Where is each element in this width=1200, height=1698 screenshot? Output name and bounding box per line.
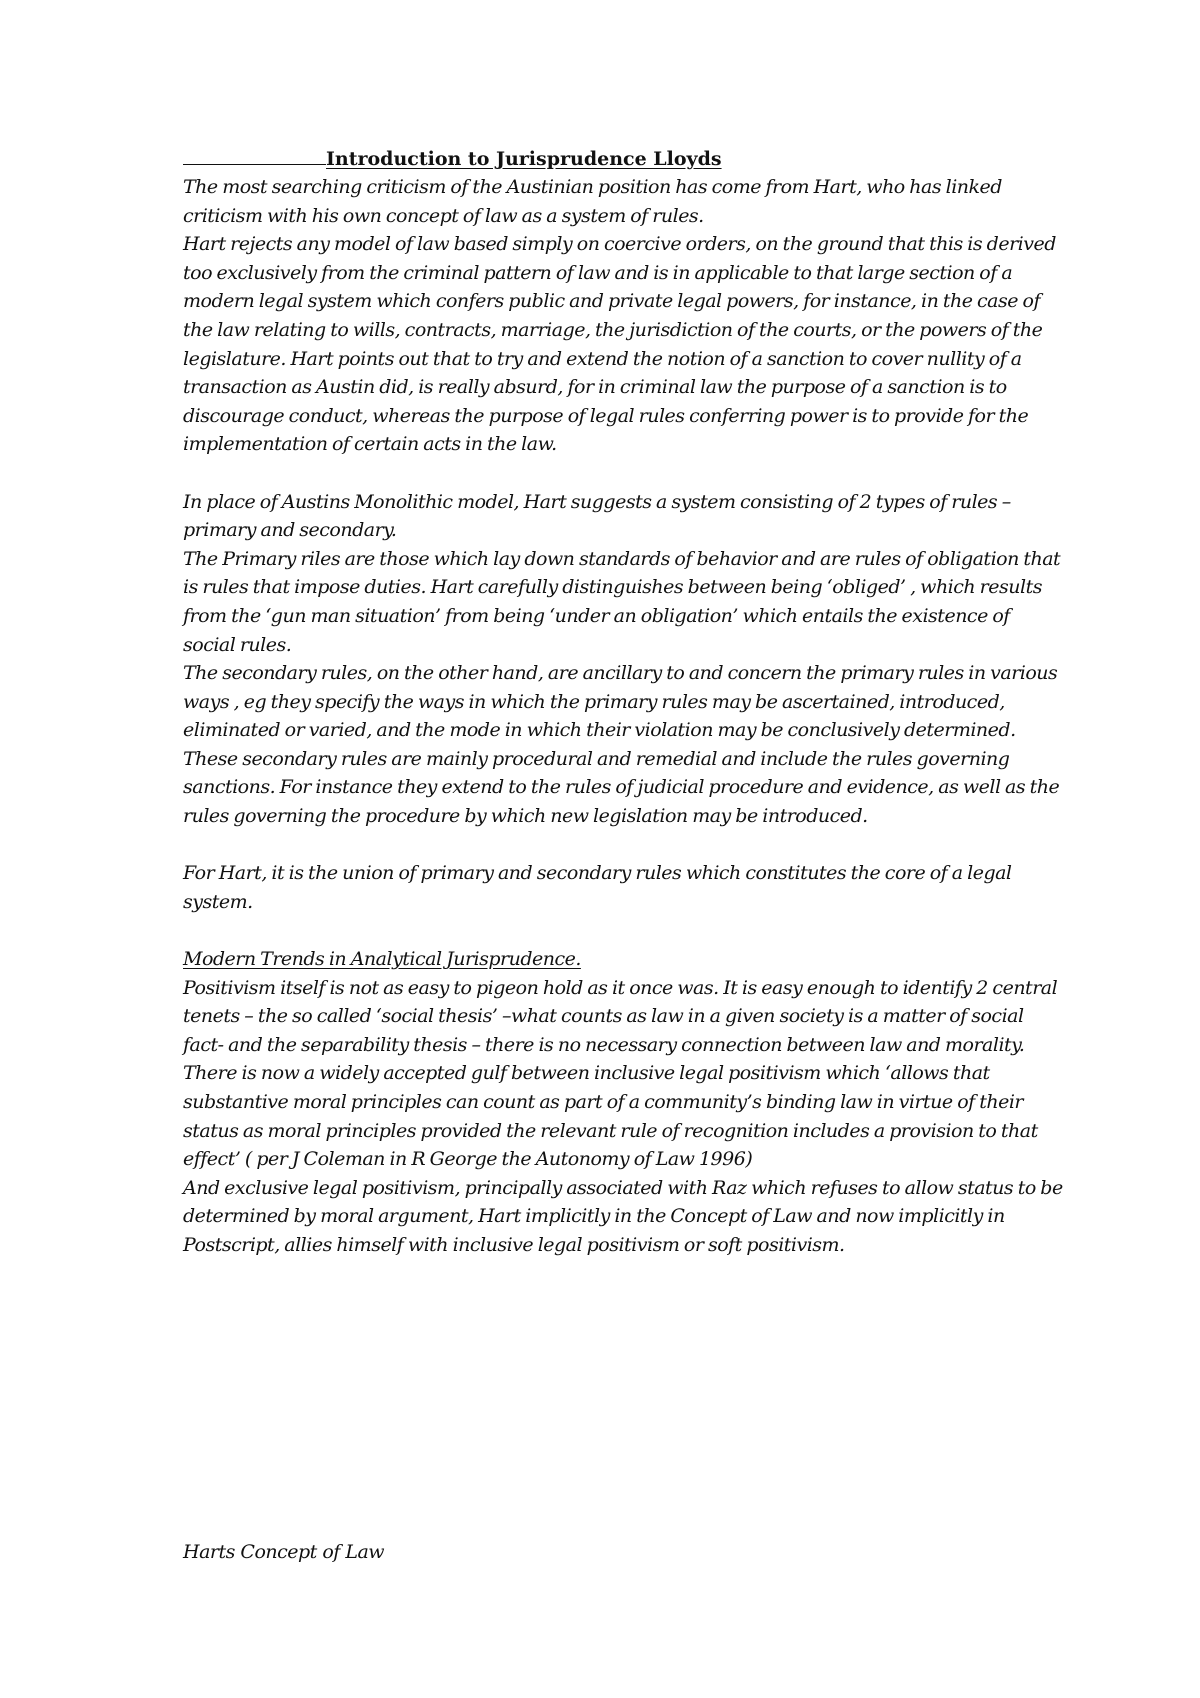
paragraph: The secondary rules, on the other hand, are ancillary to and concern the primary rules in various ways , eg they specify the ways in which the primary rules may be ascertained, introduced, eliminated or varied, and the mode in which their violation may be conclusively determined. These secondary rules are mainly procedural and remedial and include the rules governing sanctions. For instance they extend to the rules of judicial procedure and evidence, as well as the rules governing the procedure by which new legislation may be introduced. xyxy=(183,662,1060,828)
paragraph: And exclusive legal positivism, principally associated with Raz which refuses to allow status to be determined by moral argument, Hart implicitly in the Concept of Law and now implicitly in Postscript, allies himself with inclusive legal positivism or soft positivism. xyxy=(183,1176,1063,1256)
section-block xyxy=(183,945,1063,1260)
paragraph: Hart rejects any model of law based simply on coercive orders, on the ground that this is derived too exclusively from the criminal pattern of law and is in applicable to that large section of a modern legal system which confers public and private legal powers, for instance, in the case of the law relating to wills, contracts, marriage, the jurisdiction of the courts, or the powers of the legislature. Hart points out that to try and extend the notion of a sanction to cover nullity of a transaction as Austin did, is really absurd, for in criminal law the purpose of a sanction is to discourage conduct, whereas the purpose of legal rules conferring power is to provide for the implementation of certain acts in the law. xyxy=(183,233,1056,456)
footer-heading: Harts Concept of Law xyxy=(183,1541,385,1563)
paragraph-block-2 xyxy=(183,488,1063,831)
paragraph-gap xyxy=(183,459,1063,488)
paragraph: The Primary riles are those which lay down standards of behavior and are rules of obligation that is rules that impose duties. Hart carefully distinguishes between being ‘obliged’ , which results from the ‘gun man situation’ from being ‘under an obligation’ which entails the existence of social rules. xyxy=(183,547,1061,656)
paragraph: For Hart, it is the union of primary and secondary rules which constitutes the core of a legal system. xyxy=(183,862,1012,913)
paragraph: Positivism itself is not as easy to pigeon hold as it once was. It is easy enough to identify 2 central tenets – the so called ‘social thesis’ –what counts as law in a given society is a matter of social fact- and the separability thesis – there is no necessary connection between law and morality. There is now a widely accepted gulf between inclusive legal positivism which ‘allows that substantive moral principles can count as part of a community’s binding law in virtue of their status as moral principles provided the relevant rule of recognition includes a provision to that effect’ ( per J Coleman in R George the Autonomy of Law 1996) xyxy=(183,976,1058,1171)
section-heading: Modern Trends in Analytical Jurisprudence. xyxy=(183,948,581,971)
title-leading-rule xyxy=(183,145,326,165)
paragraph-block-3 xyxy=(183,859,1063,916)
paragraph: The most searching criticism of the Austinian position has come from Hart, who has linked criticism with his own concept of law as a system of rules. xyxy=(183,176,1002,227)
paragraph: In place of Austins Monolithic model, Hart suggests a system consisting of 2 types of rules – primary and secondary. xyxy=(183,490,1011,542)
title-line xyxy=(183,145,1063,173)
paragraph-block-1 xyxy=(183,173,1063,459)
paragraph-gap xyxy=(183,831,1063,860)
paragraph-gap xyxy=(183,916,1063,945)
document-body xyxy=(183,145,1063,1260)
document-title: Introduction to Jurisprudence Lloyds xyxy=(326,148,722,170)
